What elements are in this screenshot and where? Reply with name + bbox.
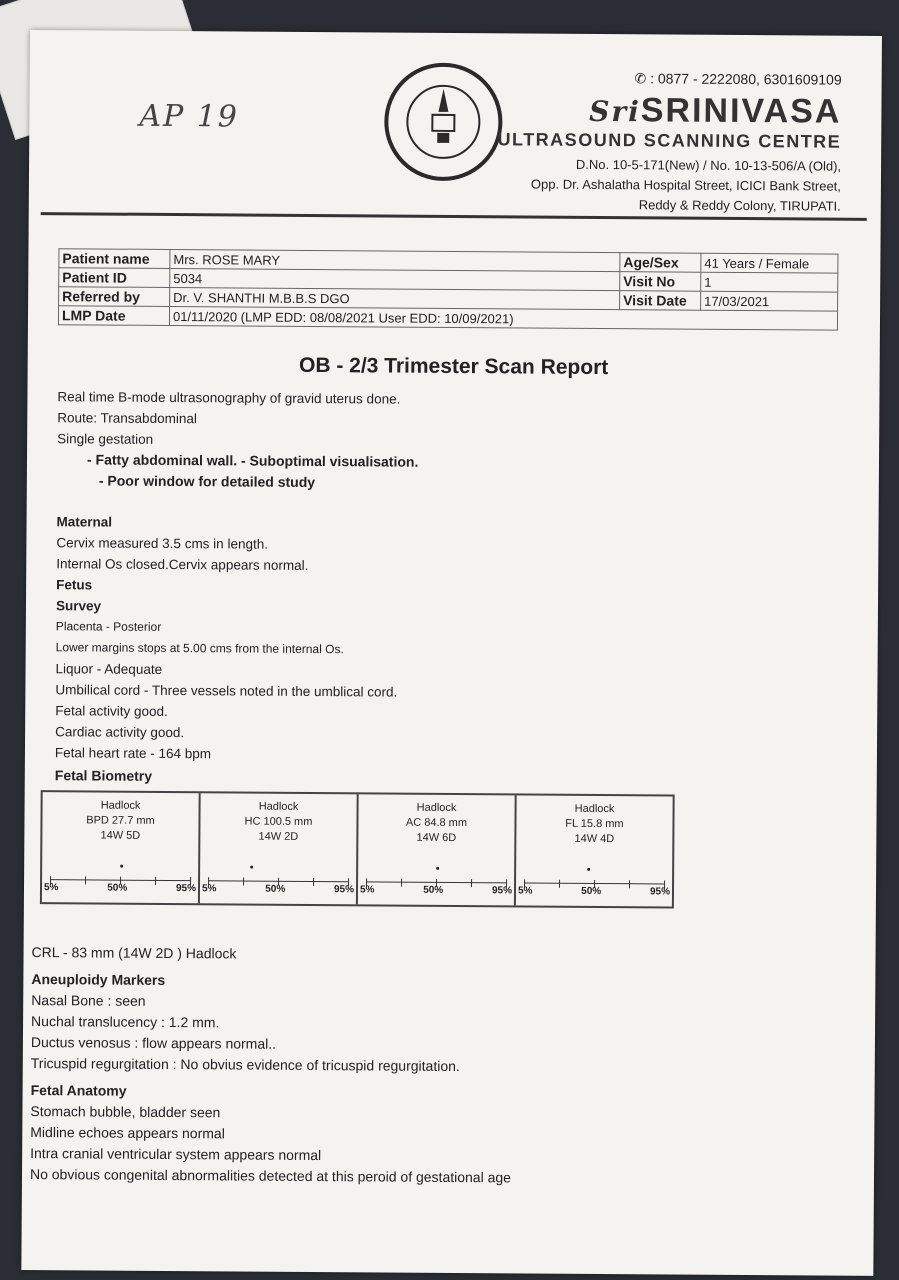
liquor-line: Liquor - Adequate (55, 661, 163, 677)
biometry-age: 14W 5D (100, 829, 141, 842)
biometry-measure: HC 100.5 mm (244, 815, 313, 828)
brand-prefix: Sri (589, 94, 641, 129)
fetal-heart-rate-line: Fetal heart rate - 164 bpm (54, 745, 212, 762)
visit-no-value: 1 (701, 272, 838, 292)
biometry-method: Hadlock (258, 800, 299, 813)
biometry-table (40, 790, 675, 908)
patient-id-value: 5034 (170, 268, 620, 290)
biometry-age: 14W 4D (574, 832, 615, 846)
patient-id-label: Patient ID (59, 268, 170, 288)
cardiac-activity-line: Cardiac activity good. (55, 724, 185, 741)
biometry-method: Hadlock (574, 802, 615, 816)
maternal-heading: Maternal (56, 514, 113, 530)
maternal-line-2: Internal Os closed.Cervix appears normal. (56, 556, 309, 573)
biometry-measure: AC 84.8 mm (405, 816, 468, 830)
biometry-method: Hadlock (100, 799, 141, 812)
address-line-1: D.No. 10-5-171(New) / No. 10-13-506/A (Old), (575, 156, 842, 174)
percentile-marker (436, 867, 439, 870)
report-lower (30, 942, 832, 1191)
ductus-line: Ductus venosus : flow appears normal.. (30, 1034, 277, 1052)
p50-label: 50% (265, 883, 286, 895)
anatomy-line-2: Midline echoes appears normal (30, 1124, 225, 1142)
referred-by-label: Referred by (59, 287, 170, 307)
crl-line: CRL - 83 mm (14W 2D ) Hadlock (31, 944, 237, 962)
p95-label: 95% (333, 884, 355, 896)
biometry-cell (358, 794, 517, 905)
phone-numbers: ✆ : 0877 - 2222080, 6301609109 (634, 70, 842, 88)
fetus-heading: Fetus (56, 577, 93, 593)
lmp-value: 01/11/2020 (LMP EDD: 08/08/2021 User EDD: 10/09/2021) (169, 306, 837, 330)
address (497, 154, 841, 216)
anatomy-line-1: Stomach bubble, bladder seen (30, 1103, 221, 1121)
lower-margin-line: Lower margins stops at 5.00 cms from the internal Os. (55, 640, 344, 657)
fetal-activity-line: Fetal activity good. (55, 703, 168, 719)
biometry-method: Hadlock (416, 801, 457, 814)
patient-name-value: Mrs. ROSE MARY (170, 249, 620, 271)
p50-label: 50% (581, 885, 602, 898)
percentile-marker (587, 868, 590, 871)
p50-label: 50% (107, 882, 128, 894)
report-page (21, 30, 882, 1276)
patient-name-label: Patient name (59, 249, 170, 269)
intro-line-1: Real time B-mode ultrasonography of gravid uterus done. (57, 389, 401, 407)
p95-label: 95% (175, 883, 197, 895)
brand-main: SRINIVASA (640, 91, 842, 131)
report-title: OB - 2/3 Trimester Scan Report (298, 353, 609, 380)
anatomy-heading: Fetal Anatomy (30, 1082, 127, 1099)
lmp-label: LMP Date (58, 306, 169, 326)
brand-name (498, 90, 842, 131)
report-body (43, 386, 838, 909)
maternal-line-1: Cervix measured 3.5 cms in length. (56, 535, 269, 552)
patient-info-table (58, 248, 839, 330)
p5-label: 5% (517, 885, 533, 897)
visit-no-label: Visit No (620, 272, 701, 292)
logo-seal-icon (388, 67, 499, 178)
p95-label: 95% (491, 885, 513, 897)
cord-line: Umbilical cord - Three vessels noted in the umblical cord. (55, 682, 398, 700)
age-label: Age/Sex (620, 253, 701, 273)
handwritten-note: AP 19 (139, 98, 240, 135)
biometry-heading: Fetal Biometry (54, 767, 153, 784)
biometry-age: 14W 2D (258, 830, 299, 843)
centre-logo (384, 62, 503, 181)
p5-label: 5% (359, 884, 375, 896)
p50-label: 50% (423, 884, 444, 896)
letterhead (497, 69, 842, 216)
nuchal-line: Nuchal translucency : 1.2 mm. (31, 1013, 220, 1031)
biometry-age: 14W 6D (416, 831, 457, 844)
anatomy-line-3: Intra cranial ventricular system appears normal (30, 1145, 322, 1164)
age-value: 41 Years / Female (701, 253, 838, 273)
nasal-bone-line: Nasal Bone : seen (31, 992, 146, 1009)
referred-by-value: Dr. V. SHANTHI M.B.B.S DGO (170, 287, 620, 309)
visit-date-value: 17/03/2021 (701, 291, 838, 311)
biometry-cell (200, 793, 359, 904)
address-line-3: Reddy & Reddy Colony, TIRUPATI. (638, 197, 841, 214)
intro-line-2: Route: Transabdominal (57, 410, 197, 427)
p95-label: 95% (649, 886, 671, 898)
intro-note-2: - Poor window for detailed study (98, 472, 316, 491)
visit-date-label: Visit Date (620, 291, 701, 311)
aneuploidy-heading: Aneuploidy Markers (31, 971, 166, 988)
placenta-line: Placenta - Posterior (55, 619, 162, 634)
biometry-measure: FL 15.8 mm (565, 817, 624, 831)
intro-note-1: - Fatty abdominal wall. - Suboptimal visualisation. (86, 451, 419, 470)
percentile-marker (250, 866, 253, 869)
percentile-marker (120, 865, 123, 868)
address-line-2: Opp. Dr. Ashalatha Hospital Street, ICICI Bank Street, (530, 176, 841, 194)
biometry-cell (42, 792, 201, 903)
biometry-cell (516, 795, 673, 906)
brand-subtitle: ULTRASOUND SCANNING CENTRE (497, 129, 842, 152)
tricuspid-line: Tricuspid regurgitation : No obvius evidence of tricuspid regurgitation. (30, 1055, 460, 1075)
intro-line-3: Single gestation (57, 431, 154, 447)
p5-label: 5% (201, 883, 217, 895)
anatomy-line-4: No obvious congenital abnormalities detected at this peroid of gestational age (29, 1166, 512, 1186)
biometry-measure: BPD 27.7 mm (86, 814, 155, 827)
survey-heading: Survey (55, 598, 102, 614)
p5-label: 5% (43, 882, 59, 894)
